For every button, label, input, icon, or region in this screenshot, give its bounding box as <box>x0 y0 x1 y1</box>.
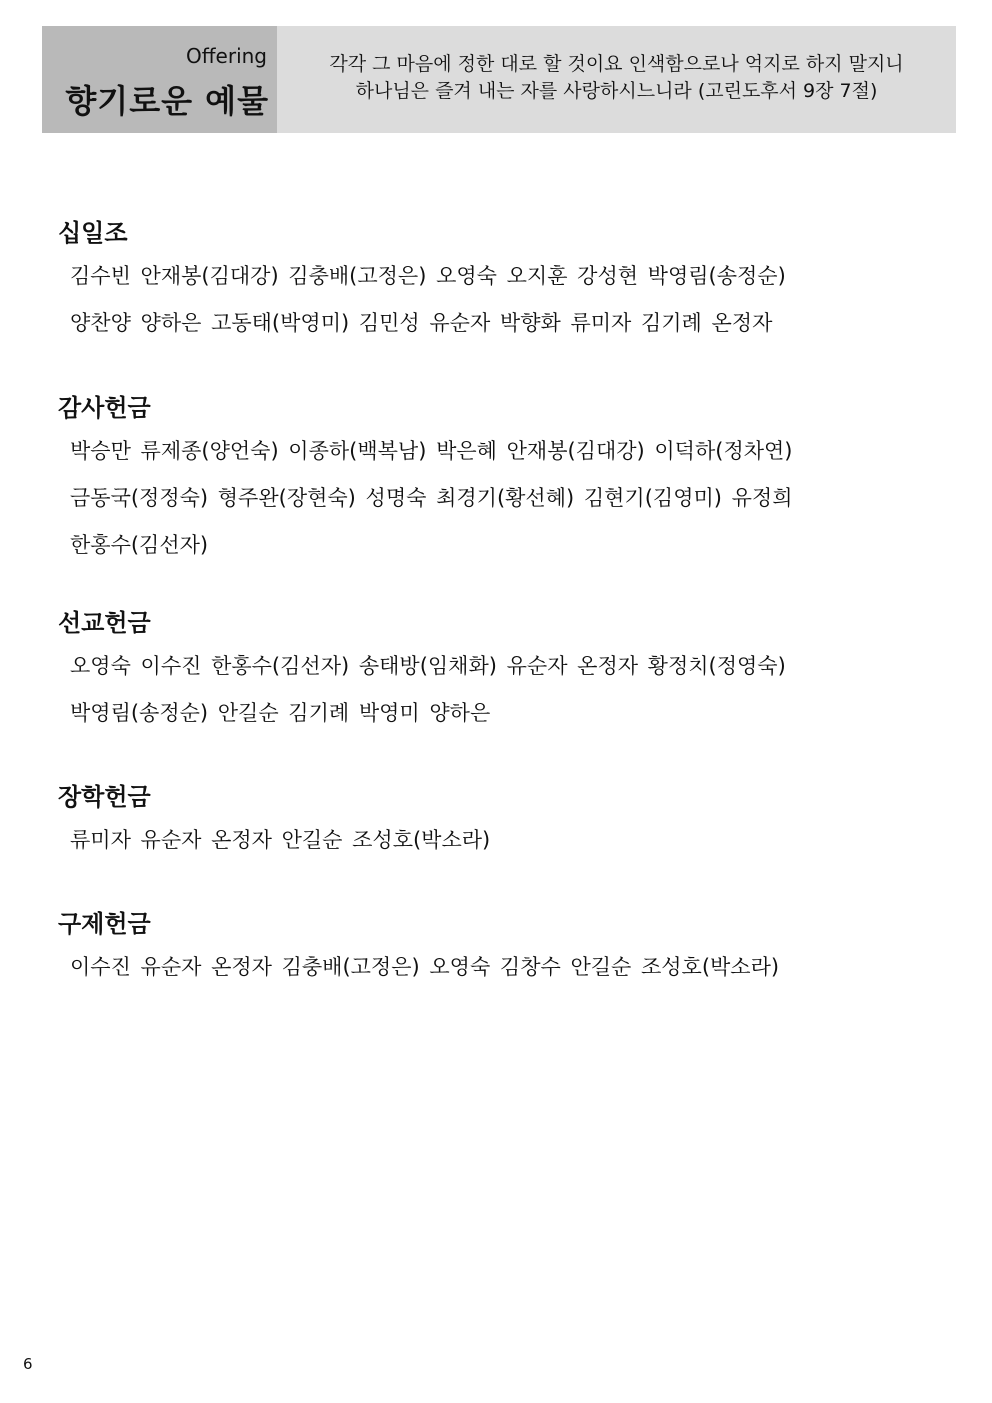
section-tithe <box>58 213 938 347</box>
page-header <box>42 26 956 133</box>
header-korean-title: 향기로운 예물 <box>65 82 269 120</box>
section-relief <box>58 904 938 991</box>
section-scholarship <box>58 777 938 864</box>
name-line: 이수진 유순자 온정자 김충배(고정은) 오영숙 김창수 안길순 조성호(박소라) <box>70 955 780 979</box>
section-mission <box>58 603 938 737</box>
name-line: 박승만 류제종(양언숙) 이종하(백복남) 박은혜 안재봉(김대강) 이덕하(정차연) <box>70 439 793 463</box>
verse-line-1: 각각 그 마음에 정한 대로 할 것이요 인색함으로나 억지로 하지 말지니 <box>329 52 904 75</box>
name-line: 류미자 유순자 온정자 안길순 조성호(박소라) <box>70 828 491 852</box>
section-title: 선교헌금 <box>58 609 151 637</box>
page-number: 6 <box>23 1355 33 1373</box>
section-title: 구제헌금 <box>58 910 151 938</box>
header-bible-verse <box>277 26 956 133</box>
name-line: 양찬양 양하은 고동태(박영미) 김민성 유순자 박향화 류미자 김기례 온정자 <box>70 311 773 335</box>
name-line: 박영림(송정순) 안길순 김기례 박영미 양하은 <box>70 701 491 725</box>
offering-list <box>58 213 938 1029</box>
header-english-title: Offering <box>186 44 267 68</box>
section-title: 장학헌금 <box>58 783 151 811</box>
verse-line-2: 하나님은 즐겨 내는 자를 사랑하시느니라 (고린도후서 9장 7절) <box>355 79 878 102</box>
name-line: 김수빈 안재봉(김대강) 김충배(고정은) 오영숙 오지훈 강성현 박영림(송정순) <box>70 264 786 288</box>
section-title: 감사헌금 <box>58 394 151 422</box>
section-thanksgiving <box>58 388 938 569</box>
name-line: 금동국(정정숙) 형주완(장현숙) 성명숙 최경기(황선혜) 김현기(김영미) 유정희 <box>70 486 793 510</box>
name-line: 오영숙 이수진 한홍수(김선자) 송태방(임채화) 유순자 온정자 황정치(정영숙) <box>70 654 786 678</box>
name-line: 한홍수(김선자) <box>70 533 209 557</box>
section-title: 십일조 <box>58 219 128 247</box>
header-title-box <box>42 26 277 133</box>
